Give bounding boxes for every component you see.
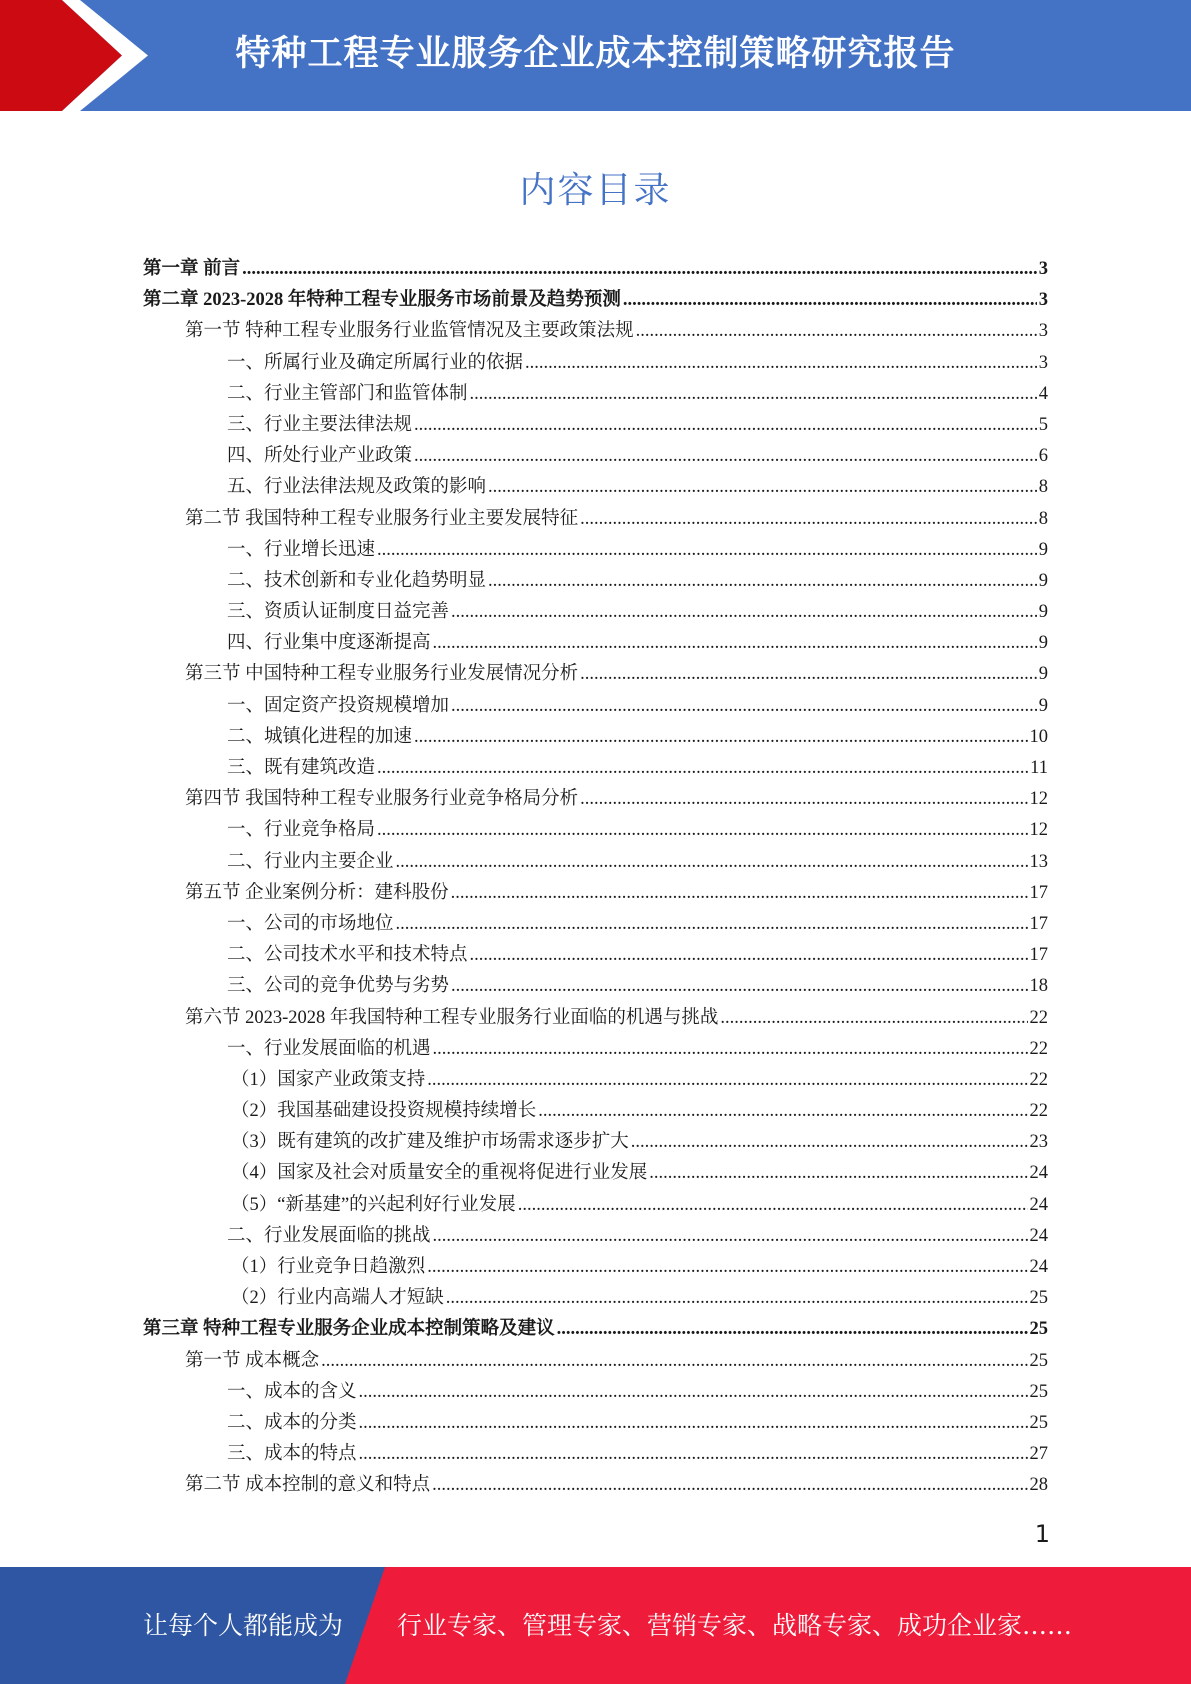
toc-leader-dots (631, 1127, 1028, 1158)
toc-entry[interactable] (143, 940, 1048, 971)
toc-leader-dots (377, 535, 1037, 566)
toc-entry[interactable] (143, 1252, 1048, 1283)
toc-leader-dots (414, 441, 1037, 472)
toc-entry-label: 第二节 成本控制的意义和特点 (185, 1475, 431, 1496)
toc-entry-label: 一、所属行业及确定所属行业的依据 (227, 352, 524, 373)
toc-entry-page: 3 (1038, 321, 1048, 342)
toc-entry-label: 第三章 特种工程专业服务企业成本控制策略及建议 (143, 1319, 555, 1340)
toc-leader-dots (377, 815, 1027, 846)
toc-leader-dots (580, 784, 1027, 815)
toc-leader-dots (396, 909, 1028, 940)
toc-entry-label: 二、技术创新和专业化趋势明显 (227, 570, 487, 591)
toc-entry-page: 17 (1029, 945, 1048, 966)
toc-leader-dots (580, 504, 1037, 535)
toc-entry-label: 二、城镇化进程的加速 (227, 726, 413, 747)
toc-leader-dots (433, 1221, 1028, 1252)
toc-entry-label: 三、公司的竞争优势与劣势 (227, 976, 450, 997)
toc-leader-dots (433, 628, 1037, 659)
toc-entry-label: 第一章 前言 (143, 259, 241, 279)
toc-entry[interactable] (143, 815, 1048, 846)
toc-entry-label: 第二节 我国特种工程专业服务行业主要发展特征 (185, 508, 579, 529)
toc-leader-dots (649, 1158, 1027, 1189)
toc-leader-dots (432, 1470, 1027, 1501)
toc-entry-label: 三、行业主要法律法规 (227, 414, 413, 435)
toc-entry[interactable] (143, 535, 1048, 566)
toc-entry[interactable] (143, 410, 1048, 441)
toc-leader-dots (451, 691, 1037, 722)
toc-entry-label: 四、所处行业产业政策 (227, 446, 413, 467)
toc-entry-label: 二、行业发展面临的挑战 (227, 1225, 431, 1246)
toc-entry-page: 22 (1029, 1069, 1048, 1090)
toc-entry[interactable] (143, 628, 1048, 659)
toc-entry-page: 9 (1038, 695, 1048, 716)
toc-entry[interactable] (143, 1470, 1048, 1501)
toc-entry-label: 一、固定资产投资规模增加 (227, 695, 450, 716)
toc-entry-label: （2）行业内高端人才短缺 (231, 1288, 444, 1309)
toc-entry-label: 一、成本的含义 (227, 1381, 357, 1402)
toc-leader-dots (488, 566, 1037, 597)
toc-entry-page: 9 (1038, 602, 1048, 623)
toc-entry[interactable] (143, 1127, 1048, 1158)
toc-entry[interactable] (143, 659, 1048, 690)
table-of-contents (143, 254, 1048, 1502)
toc-entry-page: 9 (1038, 633, 1048, 654)
toc-entry[interactable] (143, 1190, 1048, 1221)
toc-entry-page: 22 (1029, 1038, 1048, 1059)
toc-entry-page: 24 (1029, 1225, 1048, 1246)
toc-entry-label: （1）行业竞争日趋激烈 (231, 1257, 426, 1277)
toc-leader-dots (359, 1408, 1028, 1439)
toc-leader-dots (396, 847, 1028, 878)
toc-entry-page: 4 (1038, 383, 1048, 404)
toc-entry[interactable] (143, 379, 1048, 410)
toc-entry-label: （5）“新基建”的兴起利好行业发展 (231, 1194, 516, 1215)
toc-entry[interactable] (143, 1314, 1048, 1345)
toc-entry-page: 12 (1029, 820, 1048, 841)
toc-entry[interactable] (143, 1377, 1048, 1408)
toc-entry[interactable] (143, 254, 1048, 285)
toc-entry[interactable] (143, 1221, 1048, 1252)
toc-entry-page: 23 (1029, 1132, 1048, 1153)
toc-entry-label: 第六节 2023-2028 年我国特种工程专业服务行业面临的机遇与挑战 (185, 1007, 719, 1028)
toc-entry-page: 18 (1029, 976, 1048, 997)
toc-entry-label: 四、行业集中度逐渐提高 (227, 633, 431, 654)
footer-slogan-left: 让每个人都能成为 (143, 1611, 344, 1640)
toc-entry-page: 3 (1038, 259, 1048, 279)
toc-entry[interactable] (143, 1408, 1048, 1439)
toc-leader-dots (623, 285, 1037, 316)
toc-entry-page: 25 (1029, 1350, 1048, 1371)
toc-entry-label: 一、行业增长迅速 (227, 539, 376, 560)
toc-entry-page: 3 (1038, 290, 1048, 311)
toc-entry[interactable] (143, 753, 1048, 784)
toc-entry[interactable] (143, 597, 1048, 628)
toc-entry-page: 9 (1038, 539, 1048, 560)
report-title-text: 特种工程专业服务企业成本控制策略研究报告 (235, 34, 956, 74)
toc-entry-page: 24 (1029, 1163, 1048, 1184)
toc-entry[interactable] (143, 472, 1048, 503)
toc-entry-label: 第一节 特种工程专业服务行业监管情况及主要政策法规 (185, 321, 634, 342)
toc-entry-page: 17 (1029, 882, 1048, 903)
toc-leader-dots (525, 348, 1037, 379)
toc-leader-dots (518, 1190, 1028, 1221)
toc-leader-dots (414, 722, 1027, 753)
toc-leader-dots (580, 659, 1037, 690)
toc-leader-dots (377, 753, 1028, 784)
toc-entry[interactable] (143, 847, 1048, 878)
toc-leader-dots (557, 1314, 1028, 1345)
toc-leader-dots (451, 971, 1027, 1002)
toc-entry[interactable] (143, 1439, 1048, 1470)
toc-entry[interactable] (143, 1283, 1048, 1314)
toc-entry-label: （4）国家及社会对质量安全的重视将促进行业发展 (231, 1163, 648, 1184)
report-title (0, 0, 1191, 111)
toc-entry[interactable] (143, 566, 1048, 597)
toc-entry-page: 25 (1029, 1319, 1048, 1340)
page-number: 1 (1034, 1520, 1050, 1548)
toc-entry-page: 10 (1029, 726, 1048, 747)
toc-leader-dots (451, 597, 1037, 628)
toc-leader-dots (321, 1346, 1027, 1377)
toc-entry-page: 25 (1029, 1381, 1048, 1402)
toc-entry-page: 13 (1029, 851, 1048, 872)
toc-entry-page: 3 (1038, 352, 1048, 373)
toc-entry[interactable] (143, 316, 1048, 347)
toc-entry-label: 第三节 中国特种工程专业服务行业发展情况分析 (185, 664, 579, 685)
toc-entry-label: 五、行业法律法规及政策的影响 (227, 477, 487, 498)
slogan-footer (0, 1567, 1191, 1684)
toc-entry[interactable] (143, 1034, 1048, 1065)
toc-leader-dots (488, 472, 1037, 503)
toc-entry[interactable] (143, 1346, 1048, 1377)
toc-entry-label: （3）既有建筑的改扩建及维护市场需求逐步扩大 (231, 1132, 629, 1153)
toc-entry-label: （2）我国基础建设投资规模持续增长 (231, 1101, 537, 1122)
toc-entry-label: （1）国家产业政策支持 (231, 1069, 426, 1090)
toc-entry[interactable] (143, 348, 1048, 379)
toc-leader-dots (427, 1065, 1027, 1096)
toc-entry-label: 三、资质认证制度日益完善 (227, 602, 450, 623)
toc-entry-page: 8 (1038, 477, 1048, 498)
toc-entry-label: 一、行业发展面临的机遇 (227, 1038, 431, 1059)
toc-entry-page: 5 (1038, 414, 1048, 435)
toc-entry-page: 11 (1030, 758, 1048, 778)
toc-leader-dots (470, 940, 1028, 971)
toc-entry-page: 9 (1038, 570, 1048, 591)
toc-entry-label: 二、公司技术水平和技术特点 (227, 945, 468, 966)
toc-entry-page: 8 (1038, 508, 1048, 529)
footer-slogan-right: 行业专家、管理专家、营销专家、战略专家、成功企业家…… (397, 1611, 1073, 1640)
toc-entry[interactable] (143, 1065, 1048, 1096)
toc-leader-dots (359, 1439, 1028, 1470)
toc-entry-page: 24 (1029, 1194, 1048, 1215)
report-header-band (0, 0, 1191, 111)
toc-entry-label: 一、行业竞争格局 (227, 820, 376, 841)
toc-entry-page: 24 (1029, 1257, 1048, 1277)
toc-entry-page: 28 (1029, 1475, 1048, 1496)
toc-entry[interactable] (143, 504, 1048, 535)
toc-entry-page: 25 (1029, 1412, 1048, 1433)
toc-entry-page: 22 (1029, 1007, 1048, 1028)
toc-leader-dots (451, 878, 1028, 909)
toc-entry-page: 12 (1029, 789, 1048, 810)
toc-entry-label: 三、既有建筑改造 (227, 758, 376, 778)
toc-heading: 内容目录 (519, 170, 672, 211)
toc-entry-page: 9 (1038, 664, 1048, 685)
toc-entry[interactable] (143, 784, 1048, 815)
toc-leader-dots (720, 1003, 1027, 1034)
toc-entry-label: 二、成本的分类 (227, 1412, 357, 1433)
toc-entry[interactable] (143, 722, 1048, 753)
toc-entry[interactable] (143, 441, 1048, 472)
toc-entry-page: 17 (1029, 913, 1048, 934)
toc-leader-dots (414, 410, 1037, 441)
toc-entry-label: 第四节 我国特种工程专业服务行业竞争格局分析 (185, 789, 579, 810)
toc-entry[interactable] (143, 1158, 1048, 1189)
toc-entry-label: 第二章 2023-2028 年特种工程专业服务市场前景及趋势预测 (143, 290, 621, 311)
toc-entry-page: 6 (1038, 446, 1048, 467)
toc-leader-dots (433, 1034, 1028, 1065)
toc-entry-page: 25 (1029, 1288, 1048, 1309)
toc-leader-dots (538, 1096, 1027, 1127)
toc-entry-label: 二、行业主管部门和监管体制 (227, 383, 468, 404)
toc-entry-page: 27 (1029, 1444, 1048, 1465)
toc-leader-dots (427, 1252, 1027, 1283)
toc-entry-label: 第一节 成本概念 (185, 1350, 320, 1371)
toc-leader-dots (636, 316, 1037, 347)
toc-entry-label: 二、行业内主要企业 (227, 851, 394, 872)
toc-entry[interactable] (143, 909, 1048, 940)
toc-entry[interactable] (143, 878, 1048, 909)
toc-entry[interactable] (143, 691, 1048, 722)
toc-leader-dots (242, 254, 1037, 285)
toc-leader-dots (446, 1283, 1028, 1314)
toc-entry[interactable] (143, 1003, 1048, 1034)
toc-entry-label: 第五节 企业案例分析：建科股份 (185, 882, 449, 903)
toc-entry[interactable] (143, 971, 1048, 1002)
toc-entry-page: 22 (1029, 1101, 1048, 1122)
toc-entry[interactable] (143, 285, 1048, 316)
toc-entry[interactable] (143, 1096, 1048, 1127)
toc-leader-dots (470, 379, 1037, 410)
toc-leader-dots (359, 1377, 1028, 1408)
toc-entry-label: 一、公司的市场地位 (227, 913, 394, 934)
toc-entry-label: 三、成本的特点 (227, 1444, 357, 1465)
